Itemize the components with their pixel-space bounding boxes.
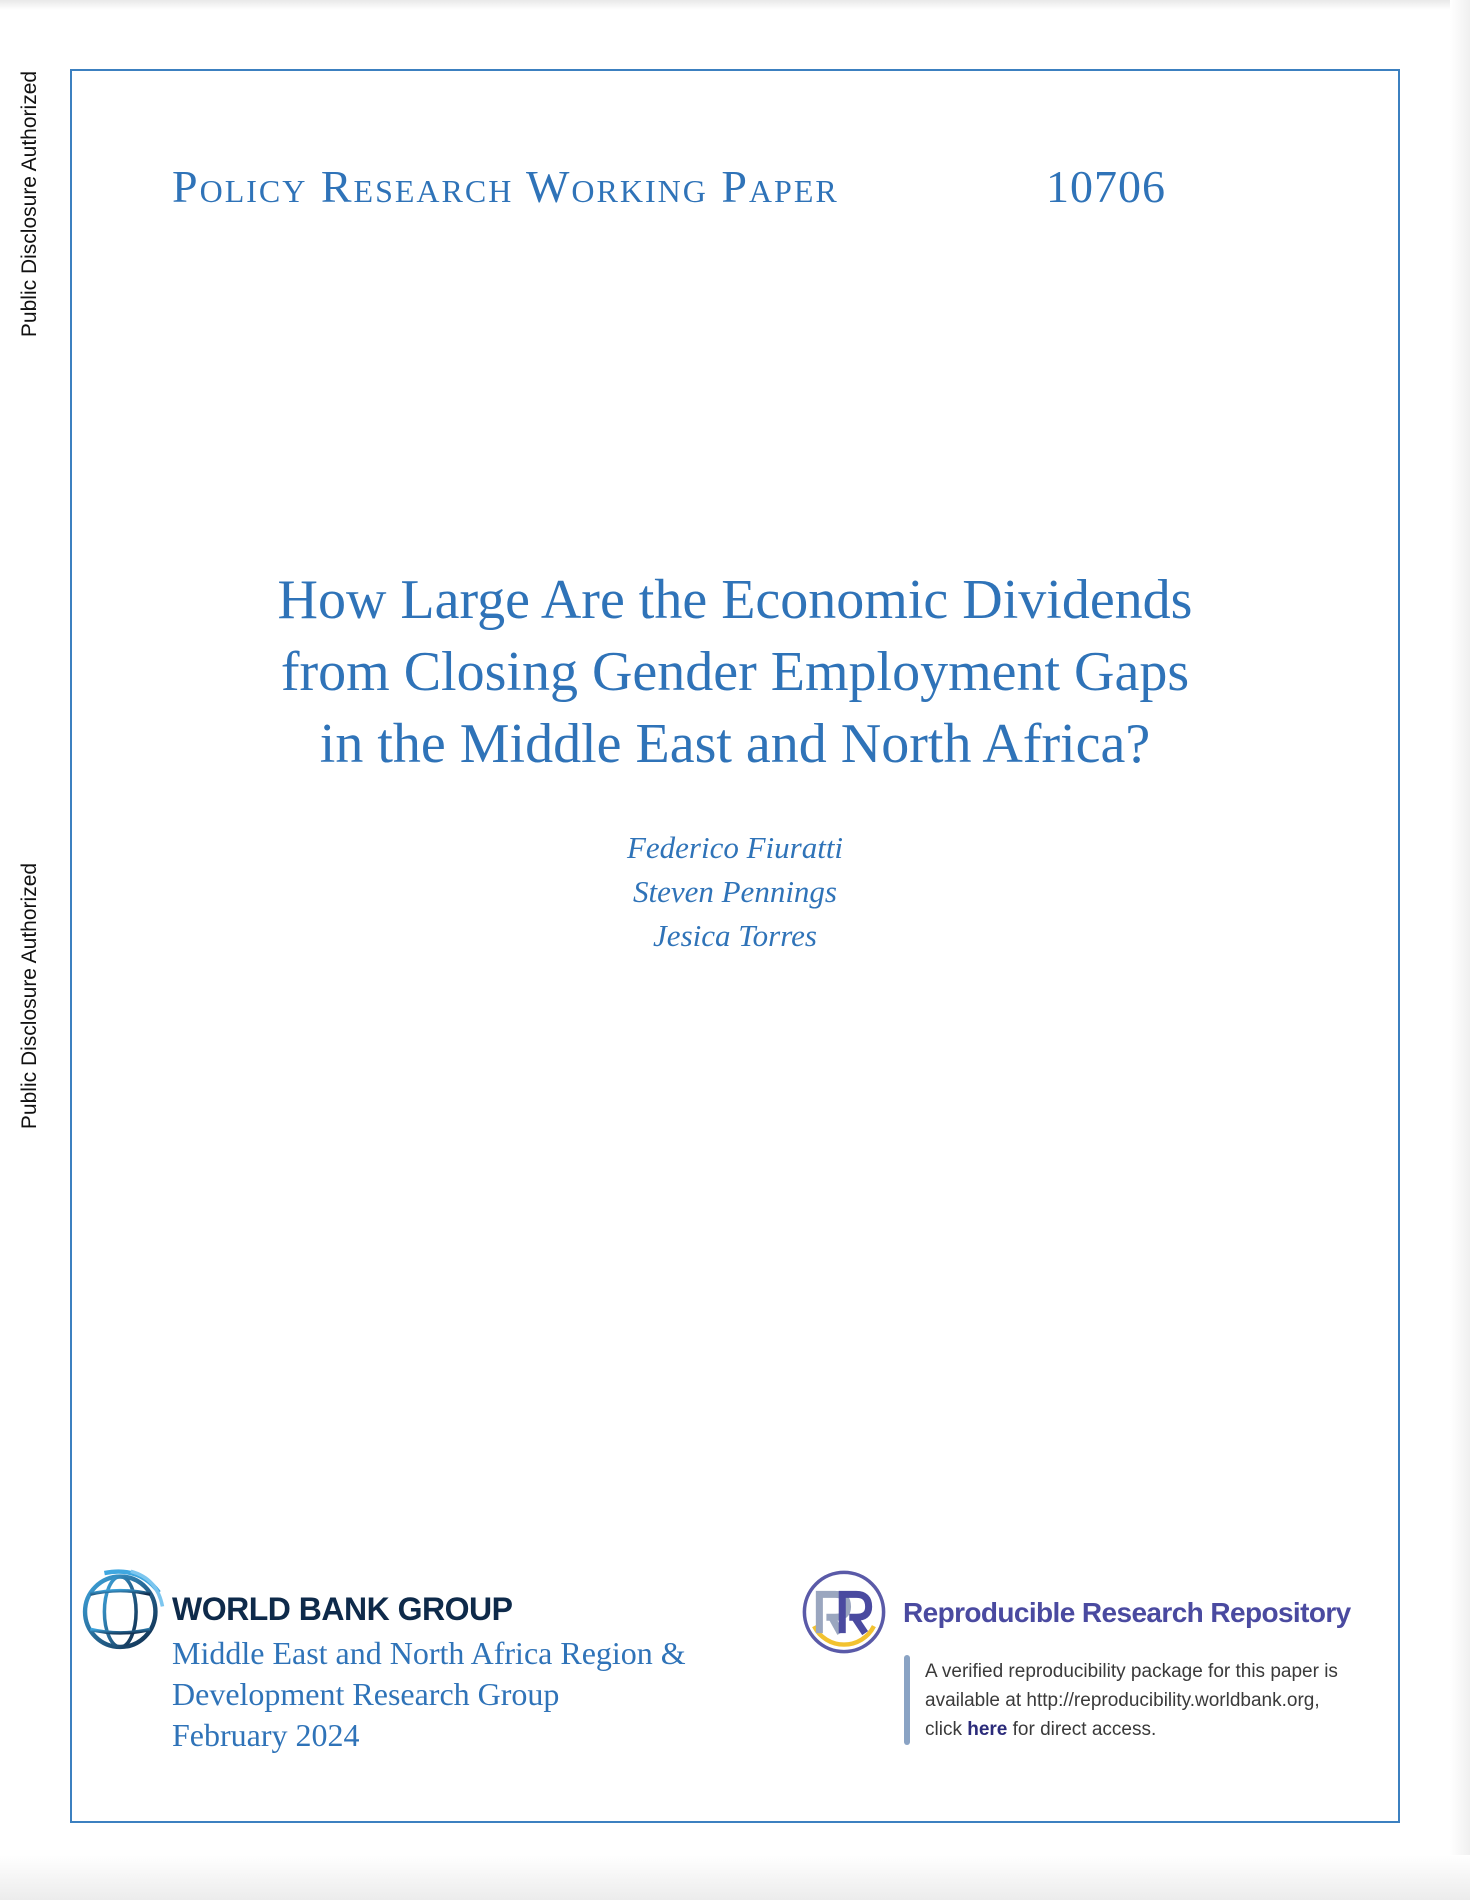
author-list [535, 826, 935, 958]
note-click-text: click [925, 1719, 962, 1740]
page-bottom-edge [0, 1855, 1470, 1900]
paper-title [135, 564, 1335, 780]
publisher-unit: Middle East and North Africa Region & [172, 1635, 686, 1671]
note-line: A verified reproducibility package for this paper is [925, 1661, 1338, 1682]
note-line: available at http://reproducibility.worldbank.org, [925, 1690, 1320, 1711]
reproducibility-note [925, 1657, 1405, 1744]
paper-number: 10706 [1046, 161, 1166, 212]
page-right-edge [1450, 0, 1470, 1900]
here-link[interactable]: here [967, 1719, 1008, 1740]
note-tail-text: for direct access. [1012, 1719, 1157, 1740]
note-accent-bar [904, 1655, 910, 1745]
publication-date: February 2024 [172, 1717, 360, 1753]
reproducible-research-rr-icon[interactable] [800, 1568, 888, 1656]
disclosure-stamp-top: Public Disclosure Authorized [18, 70, 41, 338]
repository-name[interactable]: Reproducible Research Repository [903, 1597, 1351, 1628]
series-title: Policy Research Working Paper [172, 161, 839, 212]
note-line [925, 1715, 1405, 1744]
author-name: Jesica Torres [653, 918, 817, 953]
publisher-unit: Development Research Group [172, 1676, 560, 1712]
page-top-edge [0, 0, 1470, 10]
publisher-info [172, 1633, 686, 1756]
world-bank-globe-icon [78, 1566, 166, 1654]
author-name: Steven Pennings [632, 874, 837, 909]
title-line: from Closing Gender Employment Gaps [280, 641, 1190, 703]
title-line: How Large Are the Economic Dividends [277, 569, 1193, 631]
author-name: Federico Fiuratti [626, 830, 844, 865]
publisher-name: WORLD BANK GROUP [172, 1591, 513, 1627]
title-line: in the Middle East and North Africa? [319, 713, 1151, 775]
disclosure-stamp-bottom: Public Disclosure Authorized [18, 862, 41, 1130]
